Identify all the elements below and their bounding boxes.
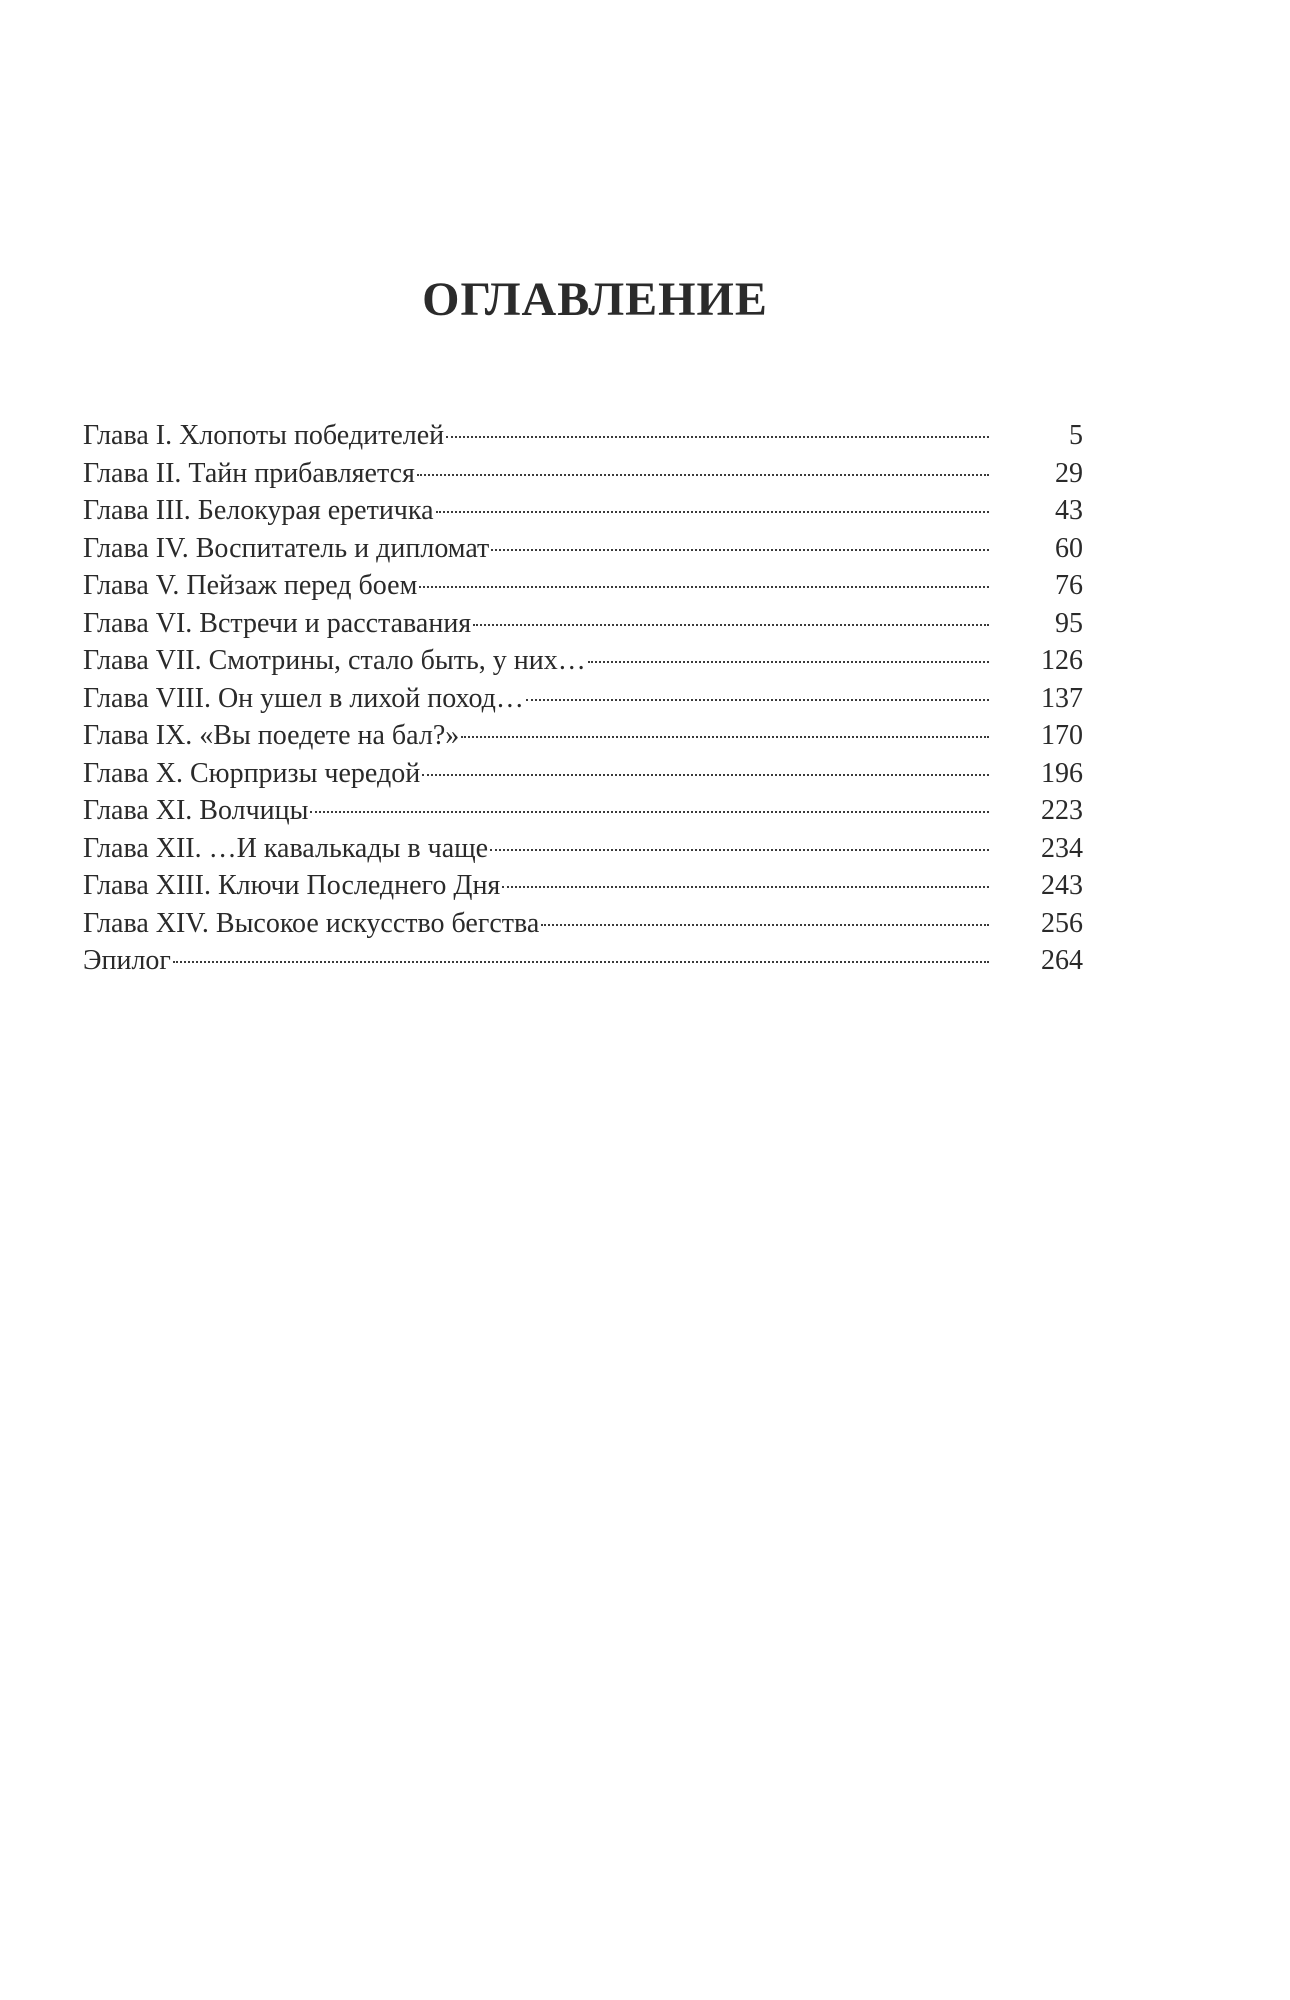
- toc-entry-page: 223: [1041, 795, 1083, 826]
- toc-entry-label: Глава VIII. Он ушел в лихой поход…: [83, 682, 524, 714]
- toc-entry-label: Глава IV. Воспитатель и дипломат: [83, 532, 490, 564]
- dot-leader: [490, 849, 989, 851]
- toc-entry-label: Глава I. Хлопоты победителей: [83, 420, 445, 451]
- dot-leader: [419, 586, 989, 588]
- toc-entry-page: 234: [1041, 832, 1083, 864]
- toc-entry-page: 95: [1055, 607, 1083, 639]
- toc-entry[interactable]: [83, 942, 1083, 980]
- toc-entry[interactable]: [83, 642, 1083, 680]
- toc-entry-page: 43: [1055, 495, 1083, 526]
- toc-entry-label: Глава III. Белокурая еретичка: [83, 495, 434, 526]
- toc-entry[interactable]: [83, 717, 1083, 755]
- dot-leader: [446, 436, 989, 438]
- toc-entry[interactable]: [83, 830, 1083, 868]
- dot-leader: [310, 811, 989, 813]
- toc-entry-label: Глава XIII. Ключи Последнего Дня: [83, 870, 501, 901]
- toc-entry-label: Глава IX. «Вы поедете на бал?»: [83, 720, 460, 751]
- toc-entry-label: Глава VI. Встречи и расставания: [83, 607, 472, 639]
- dot-leader: [173, 961, 989, 963]
- toc-entry-label: Глава VII. Смотрины, стало быть, у них…: [83, 645, 586, 676]
- dot-leader: [417, 474, 989, 476]
- toc-entry[interactable]: [83, 680, 1083, 718]
- toc-entry-page: 5: [1069, 420, 1083, 451]
- toc-entry[interactable]: [83, 605, 1083, 643]
- toc-entry[interactable]: [83, 455, 1083, 493]
- toc-entry-page: 126: [1041, 645, 1083, 676]
- toc-entry[interactable]: [83, 792, 1083, 830]
- dot-leader: [461, 736, 989, 738]
- toc-entry-label: Глава XIV. Высокое искусство бегства: [83, 907, 540, 939]
- toc-entry[interactable]: [83, 492, 1083, 530]
- toc-entry-page: 196: [1041, 757, 1083, 789]
- toc-entry-page: 60: [1055, 532, 1083, 564]
- toc-entry-label: Глава II. Тайн прибавляется: [83, 457, 415, 489]
- toc-entry[interactable]: [83, 905, 1083, 943]
- toc-entry-label: Глава XII. …И кавалькады в чаще: [83, 832, 489, 864]
- page-title: ОГЛАВЛЕНИЕ: [422, 273, 768, 326]
- dot-leader: [541, 924, 989, 926]
- toc-entry[interactable]: [83, 417, 1083, 455]
- toc-entry-page: 137: [1041, 682, 1083, 714]
- dot-leader: [436, 511, 990, 513]
- dot-leader: [473, 624, 989, 626]
- toc-entry-label: Глава V. Пейзаж перед боем: [83, 570, 418, 601]
- dot-leader: [526, 699, 989, 701]
- toc-entry-page: 256: [1041, 907, 1083, 939]
- toc-entry-page: 29: [1055, 457, 1083, 489]
- toc-entry-label: Эпилог: [83, 945, 171, 976]
- toc-entry[interactable]: [83, 530, 1083, 568]
- toc-entry[interactable]: [83, 867, 1083, 905]
- dot-leader: [422, 774, 989, 776]
- toc-entry-label: Глава X. Сюрпризы чередой: [83, 757, 421, 789]
- dot-leader: [502, 886, 989, 888]
- dot-leader: [588, 661, 989, 663]
- toc-entry-page: 76: [1055, 570, 1083, 601]
- toc-entry-page: 243: [1041, 870, 1083, 901]
- toc-entry[interactable]: [83, 567, 1083, 605]
- toc-entry-label: Глава XI. Волчицы: [83, 795, 309, 826]
- dot-leader: [491, 549, 989, 551]
- toc-entry-page: 170: [1041, 720, 1083, 751]
- table-of-contents: [83, 417, 1083, 980]
- toc-entry-page: 264: [1041, 945, 1083, 976]
- toc-entry[interactable]: [83, 755, 1083, 793]
